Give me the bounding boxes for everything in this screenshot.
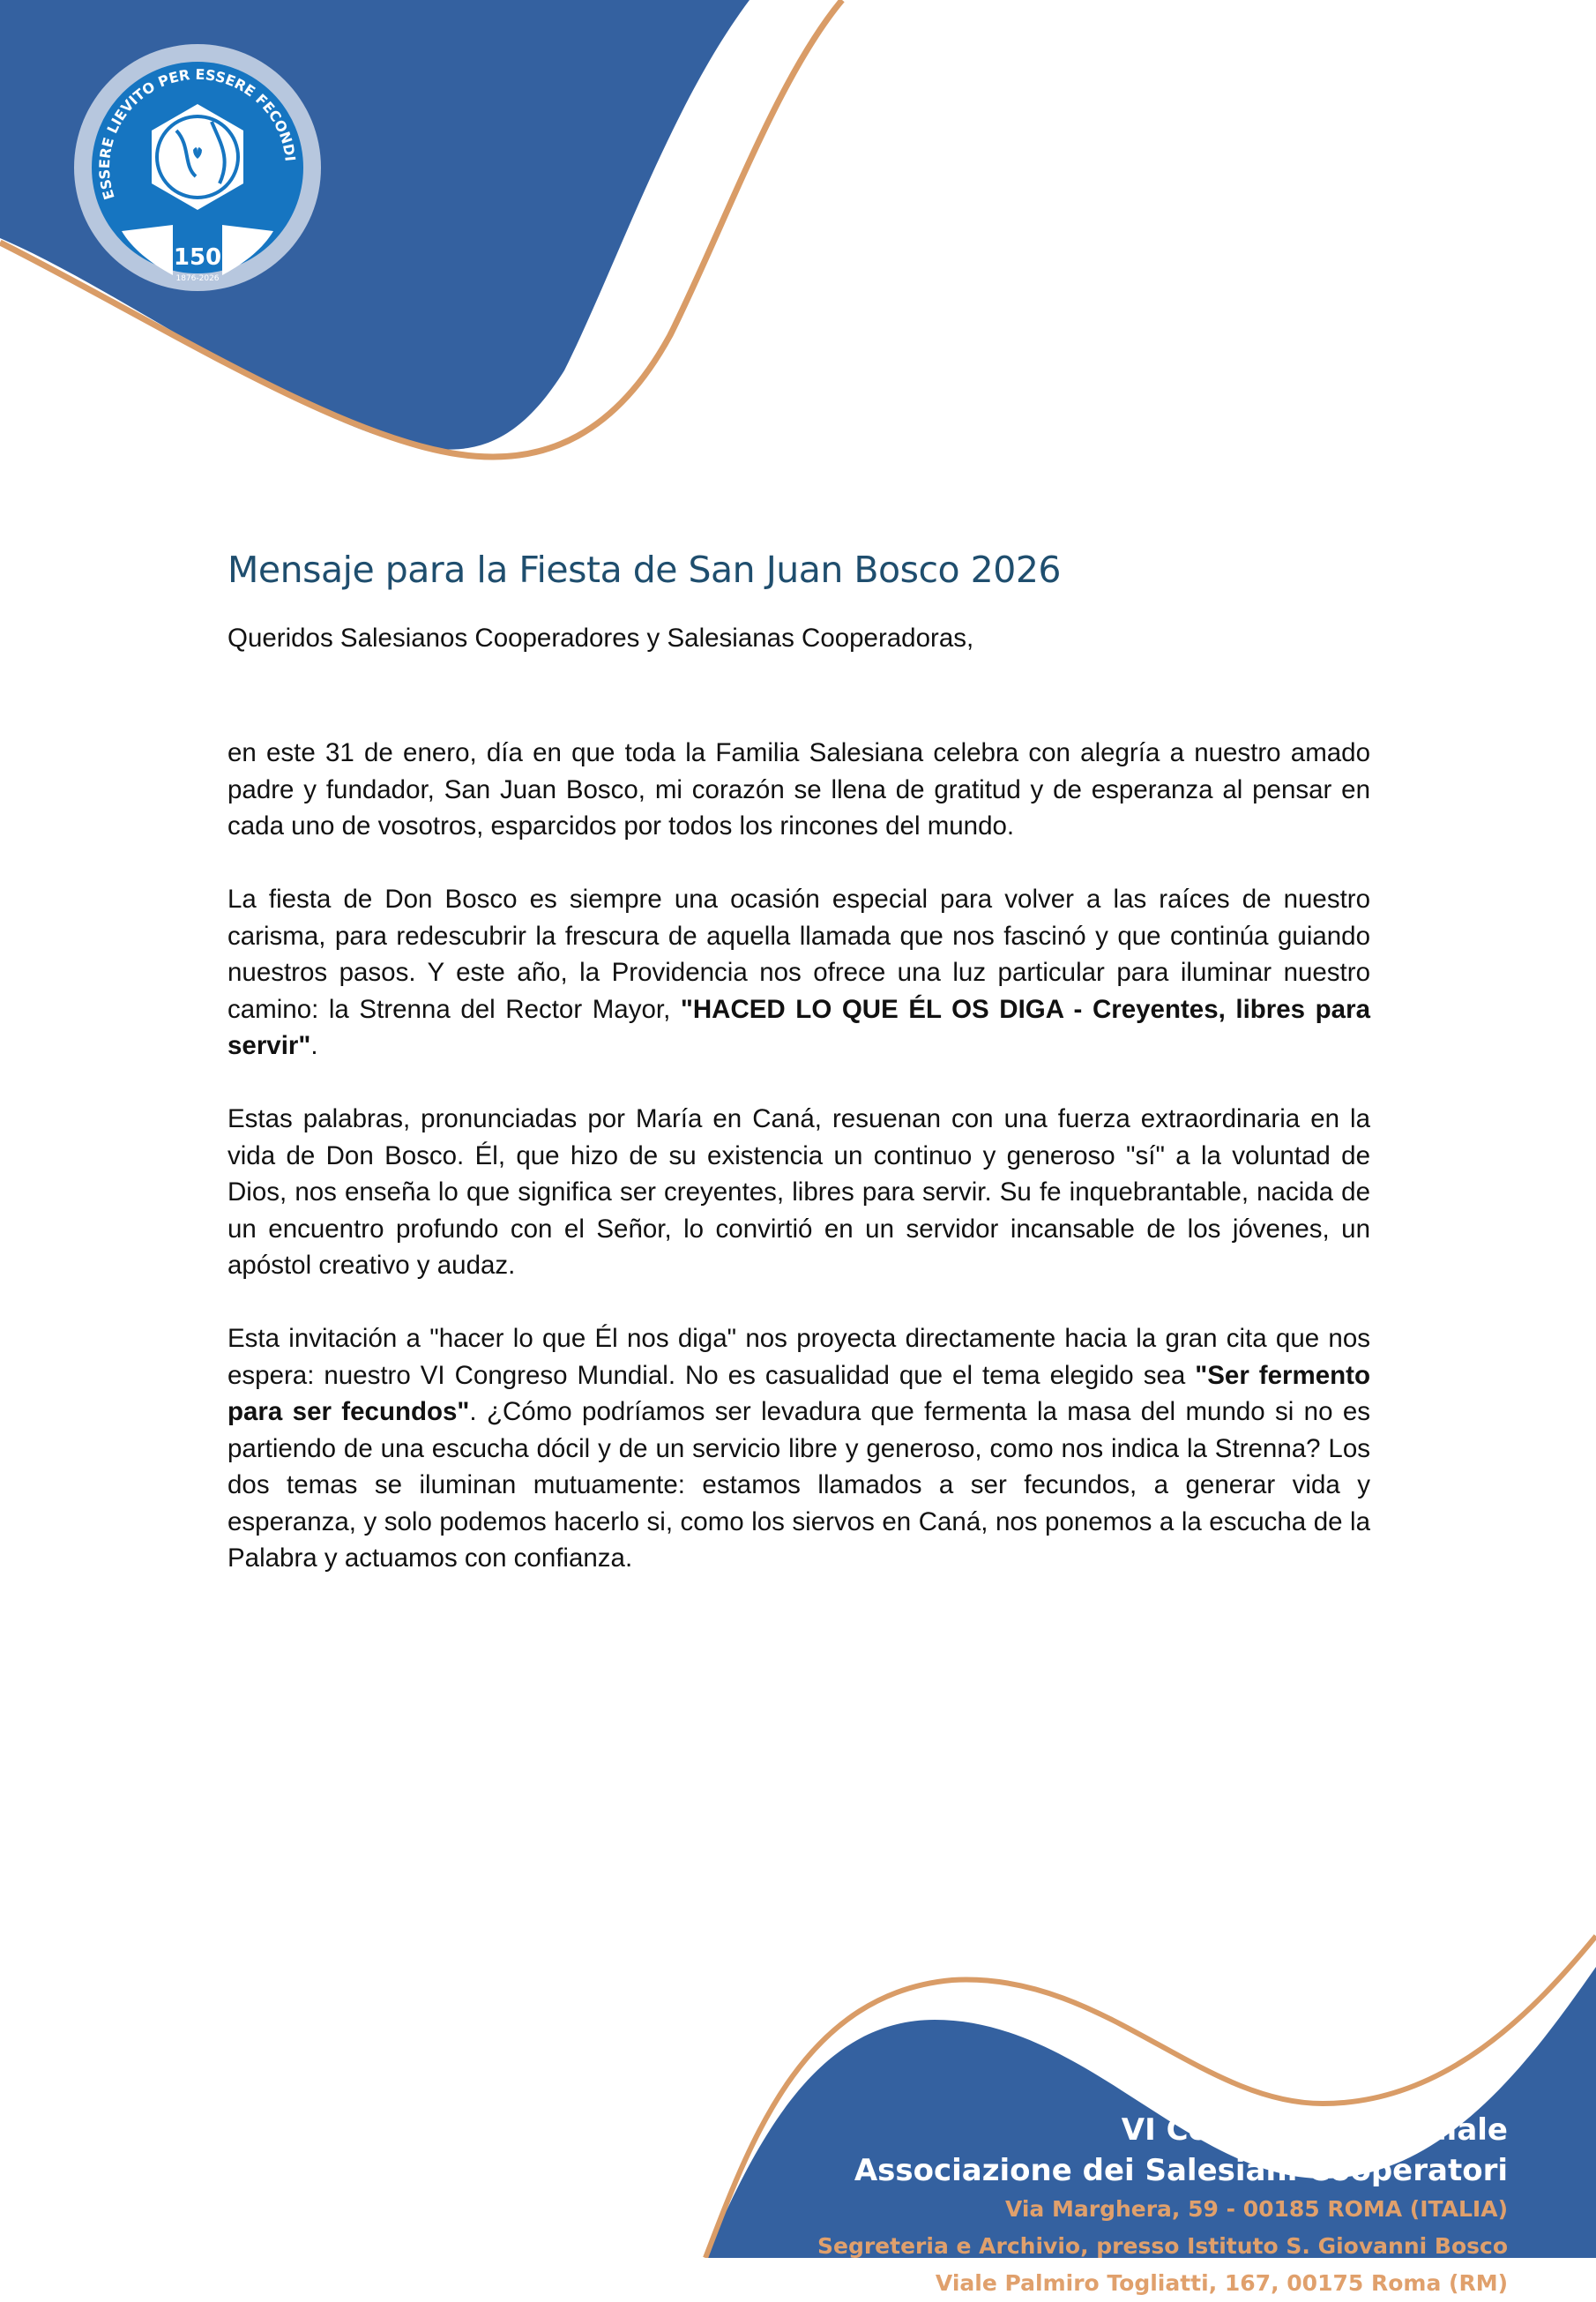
paragraph-text: Esta invitación a "hacer lo que Él nos diga" nos proyecta directamente hacia la gran cita que nos espera: nuestro VI Congreso Mundial. No es casualidad que el tema elegido sea xyxy=(227,1324,1370,1390)
logo-motto: ESSERE LIEVITO PER ESSERE FECONDI xyxy=(95,65,299,202)
logo xyxy=(74,44,321,291)
paragraph-text: Estas palabras, pronunciadas por María en Caná, resuenan con una fuerza extraordinaria en la vida de Don Bosco. Él, que hizo de su existencia un continuo y generoso "sí" a la voluntad de Dios, nos enseña lo que significa ser creyentes, libres para servir. Su fe inquebrantable, nacida de un encuentro profundo con el Señor, lo convirtió en un servidor incansable de los jóvenes, un apóstol creativo y audaz. xyxy=(227,1104,1370,1280)
strenna-title: "HACED LO QUE ÉL OS DIGA - Creyentes, libres para servir" xyxy=(227,994,1370,1060)
footer-congress: VI Congresso Mondiale xyxy=(1121,2112,1508,2148)
footer-address-line: Via Marghera, 59 - 00185 ROMA (ITALIA) xyxy=(1004,2196,1508,2222)
logo-number: 150 xyxy=(173,244,222,271)
logo-years: 1876-2026 xyxy=(175,274,220,283)
footer-association: Associazione dei Salesiani Cooperatori xyxy=(854,2153,1508,2188)
page-title: Mensaje para la Fiesta de San Juan Bosco 2026 xyxy=(227,549,1061,591)
paragraph-text: en este 31 de enero, día en que toda la Familia Salesiana celebra con alegría a nuestro amado padre y fundador, San Juan Bosco, mi corazón se llena de gratitud y de esperanza al pensar en cada uno de vosotros, esparcidos por todos los rincones del mundo. xyxy=(227,738,1370,841)
paragraph xyxy=(227,1101,1370,1284)
footer-address xyxy=(817,2110,1508,2302)
greeting: Queridos Salesianos Cooperadores y Salesianas Cooperadoras, xyxy=(227,624,974,653)
footer-address-line: Viale Palmiro Togliatti, 167, 00175 Roma (RM) xyxy=(935,2270,1508,2296)
paragraph xyxy=(227,881,1370,1065)
paragraph xyxy=(227,1320,1370,1577)
footer-address-line: Segreteria e Archivio, presso Istituto S. Giovanni Bosco xyxy=(817,2233,1508,2259)
congress-theme: "Ser fermento para ser fecundos" xyxy=(227,1360,1370,1426)
paragraph-text: . xyxy=(310,1031,318,1060)
paragraph-text: La fiesta de Don Bosco es siempre una ocasión especial para volver a las raíces de nuestro carisma, para redescubrir la frescura de aquella llamada que nos fascinó y que continúa guiando nuestros pasos. Y este año, la Providencia nos ofrece una luz particular para iluminar nuestro camino: la Strenna del Rector Mayor, xyxy=(227,885,1370,1024)
letter-body xyxy=(227,735,1370,1613)
paragraph xyxy=(227,735,1370,845)
paragraph-text: . ¿Cómo podríamos ser levadura que fermenta la masa del mundo si no es partiendo de una escucha dócil y de un servicio libre y generoso, como nos indica la Strenna? Los dos temas se iluminan mutuamente: estamos llamados a ser fecundos, a generar vida y esperanza, y solo podemos hacerlo si, como los siervos en Caná, nos ponemos a la escucha de la Palabra y actuamos con confianza. xyxy=(227,1397,1370,1573)
